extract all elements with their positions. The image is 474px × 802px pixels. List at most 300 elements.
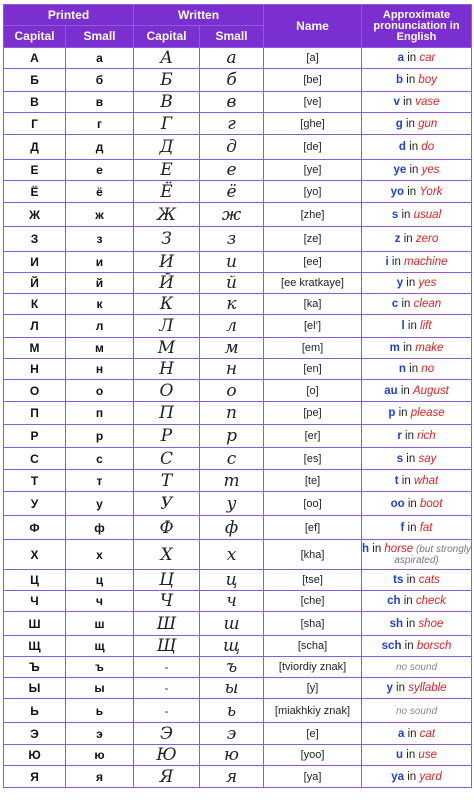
pron-example-word: do <box>421 141 435 153</box>
written-small-cell: г <box>200 113 264 135</box>
table-row <box>4 227 472 252</box>
letter-name-cell: [er] <box>264 425 362 448</box>
printed-small-cell: ч <box>66 591 134 612</box>
written-capital-cell: - <box>134 699 200 723</box>
written-small-cell: щ <box>200 636 264 657</box>
printed-small-cell: у <box>66 492 134 516</box>
written-capital-cell: - <box>134 678 200 699</box>
pron-sound: sch <box>381 640 402 652</box>
written-small-cell: й <box>200 273 264 294</box>
alphabet-table-wrapper <box>3 4 471 788</box>
pron-connector: in <box>404 497 421 510</box>
written-capital-cell: Н <box>134 359 200 380</box>
written-small-cell: о <box>200 380 264 402</box>
pronunciation-cell <box>362 570 472 591</box>
pron-example-word: yes <box>418 277 437 289</box>
pron-connector: in <box>401 430 418 442</box>
printed-capital-cell: К <box>4 294 66 315</box>
table-row <box>4 766 472 788</box>
pron-example-word: cats <box>418 574 440 586</box>
pron-sound: yo <box>390 185 405 198</box>
printed-capital-cell: И <box>4 252 66 273</box>
pron-sound: s <box>396 452 404 465</box>
pron-sound: h <box>362 542 370 555</box>
pronunciation-cell <box>362 678 472 699</box>
pron-connector: in <box>399 342 416 354</box>
letter-name-cell: [el’] <box>264 315 362 338</box>
letter-name-cell: [sha] <box>264 612 362 636</box>
pronunciation-cell <box>362 699 472 723</box>
no-sound-label: no sound <box>395 662 438 673</box>
printed-capital-cell: Й <box>4 273 66 294</box>
printed-capital-cell: В <box>4 92 66 113</box>
printed-small-cell: о <box>66 380 134 402</box>
pron-example-word: cat <box>419 727 436 740</box>
pron-sound: g <box>395 117 403 130</box>
header-printed-small: Small <box>66 26 134 48</box>
pronunciation-cell <box>362 69 472 92</box>
table-row <box>4 48 472 69</box>
pron-example-word: what <box>413 474 439 487</box>
printed-capital-cell: Ъ <box>4 657 66 678</box>
pron-example-word: fat <box>419 521 433 534</box>
written-capital-cell: Ю <box>134 745 200 766</box>
printed-capital-cell: Е <box>4 160 66 181</box>
written-small-cell: а <box>200 48 264 69</box>
printed-small-cell: е <box>66 160 134 181</box>
printed-small-cell: ш <box>66 612 134 636</box>
printed-small-cell: р <box>66 425 134 448</box>
written-capital-cell: З <box>134 227 200 252</box>
table-row <box>4 252 472 273</box>
letter-name-cell: [ka] <box>264 294 362 315</box>
printed-capital-cell: Т <box>4 470 66 492</box>
printed-capital-cell: О <box>4 380 66 402</box>
pron-sound: y <box>396 277 404 289</box>
printed-small-cell: ф <box>66 516 134 540</box>
written-capital-cell: О <box>134 380 200 402</box>
pron-connector: in <box>400 233 416 245</box>
header-printed: Printed <box>4 5 134 26</box>
letter-name-cell: [es] <box>264 448 362 470</box>
table-row <box>4 203 472 227</box>
pron-sound: d <box>398 141 406 153</box>
written-capital-cell: Ш <box>134 612 200 636</box>
pronunciation-cell <box>362 92 472 113</box>
letter-name-cell: [de] <box>264 135 362 160</box>
pronunciation-cell <box>362 766 472 788</box>
printed-capital-cell: С <box>4 448 66 470</box>
pron-sound: s <box>391 208 399 221</box>
written-small-cell: е <box>200 160 264 181</box>
written-small-cell: т <box>200 470 264 492</box>
table-row <box>4 570 472 591</box>
pron-example-word: clean <box>413 298 442 310</box>
letter-name-cell: [ghe] <box>264 113 362 135</box>
printed-capital-cell: А <box>4 48 66 69</box>
written-small-cell: ь <box>200 699 264 723</box>
pron-connector: in <box>369 542 385 555</box>
letter-name-cell: [kha] <box>264 540 362 570</box>
printed-small-cell: э <box>66 723 134 745</box>
table-row <box>4 160 472 181</box>
header-printed-capital: Capital <box>4 26 66 48</box>
table-row <box>4 294 472 315</box>
header-written-small: Small <box>200 26 264 48</box>
pron-sound: m <box>389 342 400 354</box>
pron-note: (but strongly aspirated) <box>394 543 471 566</box>
table-row <box>4 380 472 402</box>
pron-example-word: gun <box>418 117 438 130</box>
written-small-cell: н <box>200 359 264 380</box>
printed-capital-cell: П <box>4 402 66 425</box>
table-row <box>4 402 472 425</box>
letter-name-cell: [ze] <box>264 227 362 252</box>
printed-capital-cell: Б <box>4 69 66 92</box>
pronunciation-cell <box>362 227 472 252</box>
printed-capital-cell: Ф <box>4 516 66 540</box>
table-row <box>4 448 472 470</box>
pron-example-word: lift <box>420 320 432 332</box>
table-row <box>4 359 472 380</box>
pron-sound: ye <box>393 164 407 176</box>
table-row <box>4 612 472 636</box>
pron-connector: in <box>402 117 419 130</box>
printed-capital-cell: Х <box>4 540 66 570</box>
pron-sound: n <box>398 363 406 375</box>
pronunciation-cell <box>362 294 472 315</box>
printed-small-cell: а <box>66 48 134 69</box>
written-small-cell: ф <box>200 516 264 540</box>
pron-connector: in <box>404 727 420 740</box>
pron-example-word: use <box>418 749 437 761</box>
pron-sound: a <box>397 52 405 64</box>
printed-small-cell: ж <box>66 203 134 227</box>
letter-name-cell: [tviordiy znak] <box>264 657 362 678</box>
pron-connector: in <box>403 617 419 630</box>
written-small-cell: ы <box>200 678 264 699</box>
letter-name-cell: [tse] <box>264 570 362 591</box>
printed-small-cell: т <box>66 470 134 492</box>
pron-example-word: yes <box>421 164 440 176</box>
written-small-cell: в <box>200 92 264 113</box>
letter-name-cell: [ee] <box>264 252 362 273</box>
pron-sound: sh <box>389 617 404 630</box>
pron-connector: in <box>403 277 419 289</box>
written-small-cell: ц <box>200 570 264 591</box>
table-row <box>4 470 472 492</box>
printed-capital-cell: Ж <box>4 203 66 227</box>
pronunciation-cell <box>362 48 472 69</box>
printed-small-cell: щ <box>66 636 134 657</box>
printed-capital-cell: Г <box>4 113 66 135</box>
pron-connector: in <box>395 407 411 419</box>
pron-sound: l <box>401 320 405 332</box>
written-capital-cell: С <box>134 448 200 470</box>
pronunciation-cell <box>362 636 472 657</box>
table-row <box>4 181 472 203</box>
printed-capital-cell: Ё <box>4 181 66 203</box>
letter-name-cell: [te] <box>264 470 362 492</box>
printed-small-cell: х <box>66 540 134 570</box>
written-small-cell: я <box>200 766 264 788</box>
pronunciation-cell <box>362 492 472 516</box>
letter-name-cell: [ve] <box>264 92 362 113</box>
written-small-cell: д <box>200 135 264 160</box>
written-capital-cell: А <box>134 48 200 69</box>
table-row <box>4 636 472 657</box>
table-row <box>4 723 472 745</box>
pron-example-word: syllable <box>408 682 447 694</box>
pron-connector: in <box>404 52 420 64</box>
pron-connector: in <box>405 141 422 153</box>
pron-sound: oo <box>390 497 405 510</box>
table-row <box>4 678 472 699</box>
printed-capital-cell: Ц <box>4 570 66 591</box>
written-capital-cell: Э <box>134 723 200 745</box>
pron-sound: a <box>397 727 405 740</box>
pron-connector: in <box>406 164 422 176</box>
written-small-cell: р <box>200 425 264 448</box>
table-row <box>4 425 472 448</box>
written-capital-cell: П <box>134 402 200 425</box>
letter-name-cell: [o] <box>264 380 362 402</box>
pronunciation-cell <box>362 470 472 492</box>
written-capital-cell: И <box>134 252 200 273</box>
printed-capital-cell: Э <box>4 723 66 745</box>
table-row <box>4 315 472 338</box>
written-capital-cell: - <box>134 657 200 678</box>
pron-example-word: check <box>415 595 446 607</box>
printed-small-cell: я <box>66 766 134 788</box>
pron-connector: in <box>403 574 419 586</box>
printed-small-cell: ы <box>66 678 134 699</box>
pronunciation-cell <box>362 181 472 203</box>
pron-connector: in <box>404 320 421 332</box>
pron-example-word: August <box>412 384 449 397</box>
written-capital-cell: Г <box>134 113 200 135</box>
table-row <box>4 113 472 135</box>
pronunciation-cell <box>362 273 472 294</box>
printed-small-cell: ц <box>66 570 134 591</box>
written-small-cell: б <box>200 69 264 92</box>
pron-example-word: usual <box>413 208 442 221</box>
printed-capital-cell: Ю <box>4 745 66 766</box>
printed-small-cell: б <box>66 69 134 92</box>
pron-connector: in <box>404 185 420 198</box>
table-row <box>4 745 472 766</box>
written-capital-cell: Щ <box>134 636 200 657</box>
written-small-cell: ч <box>200 591 264 612</box>
pron-example-word: yard <box>419 770 442 783</box>
table-row <box>4 69 472 92</box>
pronunciation-cell <box>362 723 472 745</box>
pron-connector: in <box>392 682 409 694</box>
table-row <box>4 92 472 113</box>
pronunciation-cell <box>362 359 472 380</box>
printed-capital-cell: У <box>4 492 66 516</box>
table-row <box>4 540 472 570</box>
written-small-cell: ъ <box>200 657 264 678</box>
printed-small-cell: м <box>66 338 134 359</box>
pron-connector: in <box>400 595 416 607</box>
written-small-cell: э <box>200 723 264 745</box>
written-capital-cell: Ф <box>134 516 200 540</box>
printed-capital-cell: Н <box>4 359 66 380</box>
pron-example-word: York <box>419 185 443 198</box>
table-row <box>4 516 472 540</box>
letter-name-cell: [pe] <box>264 402 362 425</box>
pronunciation-cell <box>362 315 472 338</box>
letter-name-cell: [be] <box>264 69 362 92</box>
printed-small-cell: ъ <box>66 657 134 678</box>
printed-capital-cell: Я <box>4 766 66 788</box>
pron-connector: in <box>403 74 419 86</box>
written-small-cell: п <box>200 402 264 425</box>
printed-capital-cell: Ь <box>4 699 66 723</box>
letter-name-cell: [miakhkiy znak] <box>264 699 362 723</box>
pron-example-word: horse <box>384 542 414 555</box>
pronunciation-cell <box>362 540 472 570</box>
letter-name-cell: [en] <box>264 359 362 380</box>
written-capital-cell: Ц <box>134 570 200 591</box>
printed-small-cell: с <box>66 448 134 470</box>
pron-sound: ts <box>393 574 404 586</box>
written-capital-cell: Ч <box>134 591 200 612</box>
letter-name-cell: [y] <box>264 678 362 699</box>
pron-sound: i <box>385 256 389 268</box>
written-capital-cell: Л <box>134 315 200 338</box>
pron-connector: in <box>397 384 413 397</box>
printed-small-cell: ю <box>66 745 134 766</box>
pronunciation-cell <box>362 657 472 678</box>
pron-connector: in <box>404 770 420 783</box>
letter-name-cell: [oo] <box>264 492 362 516</box>
table-row <box>4 699 472 723</box>
printed-small-cell: ь <box>66 699 134 723</box>
pron-sound: au <box>384 384 398 397</box>
written-small-cell: с <box>200 448 264 470</box>
printed-capital-cell: Ш <box>4 612 66 636</box>
letter-name-cell: [yo] <box>264 181 362 203</box>
pron-example-word: say <box>418 452 437 465</box>
written-capital-cell: Т <box>134 470 200 492</box>
printed-small-cell: з <box>66 227 134 252</box>
header-written: Written <box>134 5 264 26</box>
pron-example-word: boy <box>418 74 437 86</box>
letter-name-cell: [ya] <box>264 766 362 788</box>
pron-example-word: make <box>415 342 444 354</box>
no-sound-label: no sound <box>395 705 438 717</box>
pronunciation-cell <box>362 402 472 425</box>
pronunciation-cell <box>362 516 472 540</box>
printed-capital-cell: М <box>4 338 66 359</box>
pronunciation-cell <box>362 380 472 402</box>
pron-connector: in <box>398 474 414 487</box>
letter-name-cell: [ye] <box>264 160 362 181</box>
printed-small-cell: й <box>66 273 134 294</box>
alphabet-rows <box>4 48 472 788</box>
pron-connector: in <box>405 363 422 375</box>
pron-example-word: vase <box>415 96 440 108</box>
letter-name-cell: [a] <box>264 48 362 69</box>
printed-small-cell: в <box>66 92 134 113</box>
printed-small-cell: и <box>66 252 134 273</box>
printed-small-cell: д <box>66 135 134 160</box>
pron-sound: z <box>394 233 401 245</box>
written-capital-cell: К <box>134 294 200 315</box>
pron-example-word: zero <box>415 233 439 245</box>
pronunciation-cell <box>362 203 472 227</box>
written-capital-cell: В <box>134 92 200 113</box>
table-row <box>4 338 472 359</box>
letter-name-cell: [yoo] <box>264 745 362 766</box>
header-written-capital: Capital <box>134 26 200 48</box>
pron-connector: in <box>398 208 414 221</box>
table-row <box>4 657 472 678</box>
written-small-cell: ж <box>200 203 264 227</box>
written-small-cell: м <box>200 338 264 359</box>
written-capital-cell: Ж <box>134 203 200 227</box>
letter-name-cell: [scha] <box>264 636 362 657</box>
pronunciation-cell <box>362 338 472 359</box>
pron-sound: c <box>391 298 399 310</box>
printed-small-cell: ё <box>66 181 134 203</box>
written-small-cell: х <box>200 540 264 570</box>
printed-capital-cell: Д <box>4 135 66 160</box>
pronunciation-cell <box>362 135 472 160</box>
written-small-cell: и <box>200 252 264 273</box>
printed-capital-cell: Ч <box>4 591 66 612</box>
pron-connector: in <box>399 96 416 108</box>
pron-sound: t <box>394 474 399 487</box>
written-capital-cell: Б <box>134 69 200 92</box>
pronunciation-cell <box>362 612 472 636</box>
printed-small-cell: л <box>66 315 134 338</box>
written-capital-cell: Ё <box>134 181 200 203</box>
pronunciation-cell <box>362 448 472 470</box>
printed-small-cell: п <box>66 402 134 425</box>
written-capital-cell: Х <box>134 540 200 570</box>
pronunciation-cell <box>362 745 472 766</box>
letter-name-cell: [ee kratkaye] <box>264 273 362 294</box>
pron-sound: u <box>396 749 404 761</box>
pron-connector: in <box>404 521 420 534</box>
pron-connector: in <box>403 749 419 761</box>
written-small-cell: у <box>200 492 264 516</box>
pron-example-word: borsch <box>416 640 452 652</box>
pronunciation-cell <box>362 252 472 273</box>
russian-alphabet-table <box>3 4 472 788</box>
written-capital-cell: М <box>134 338 200 359</box>
written-small-cell: з <box>200 227 264 252</box>
pronunciation-cell <box>362 160 472 181</box>
pron-sound: p <box>388 407 396 419</box>
pron-connector: in <box>388 256 405 268</box>
printed-small-cell: к <box>66 294 134 315</box>
pronunciation-cell <box>362 591 472 612</box>
letter-name-cell: [e] <box>264 723 362 745</box>
printed-capital-cell: Щ <box>4 636 66 657</box>
pron-example-word: please <box>410 407 445 419</box>
pron-connector: in <box>398 298 414 310</box>
pron-example-word: machine <box>404 256 448 268</box>
written-small-cell: ю <box>200 745 264 766</box>
header-name: Name <box>264 5 362 48</box>
table-row <box>4 135 472 160</box>
written-capital-cell: Й <box>134 273 200 294</box>
printed-capital-cell: Р <box>4 425 66 448</box>
